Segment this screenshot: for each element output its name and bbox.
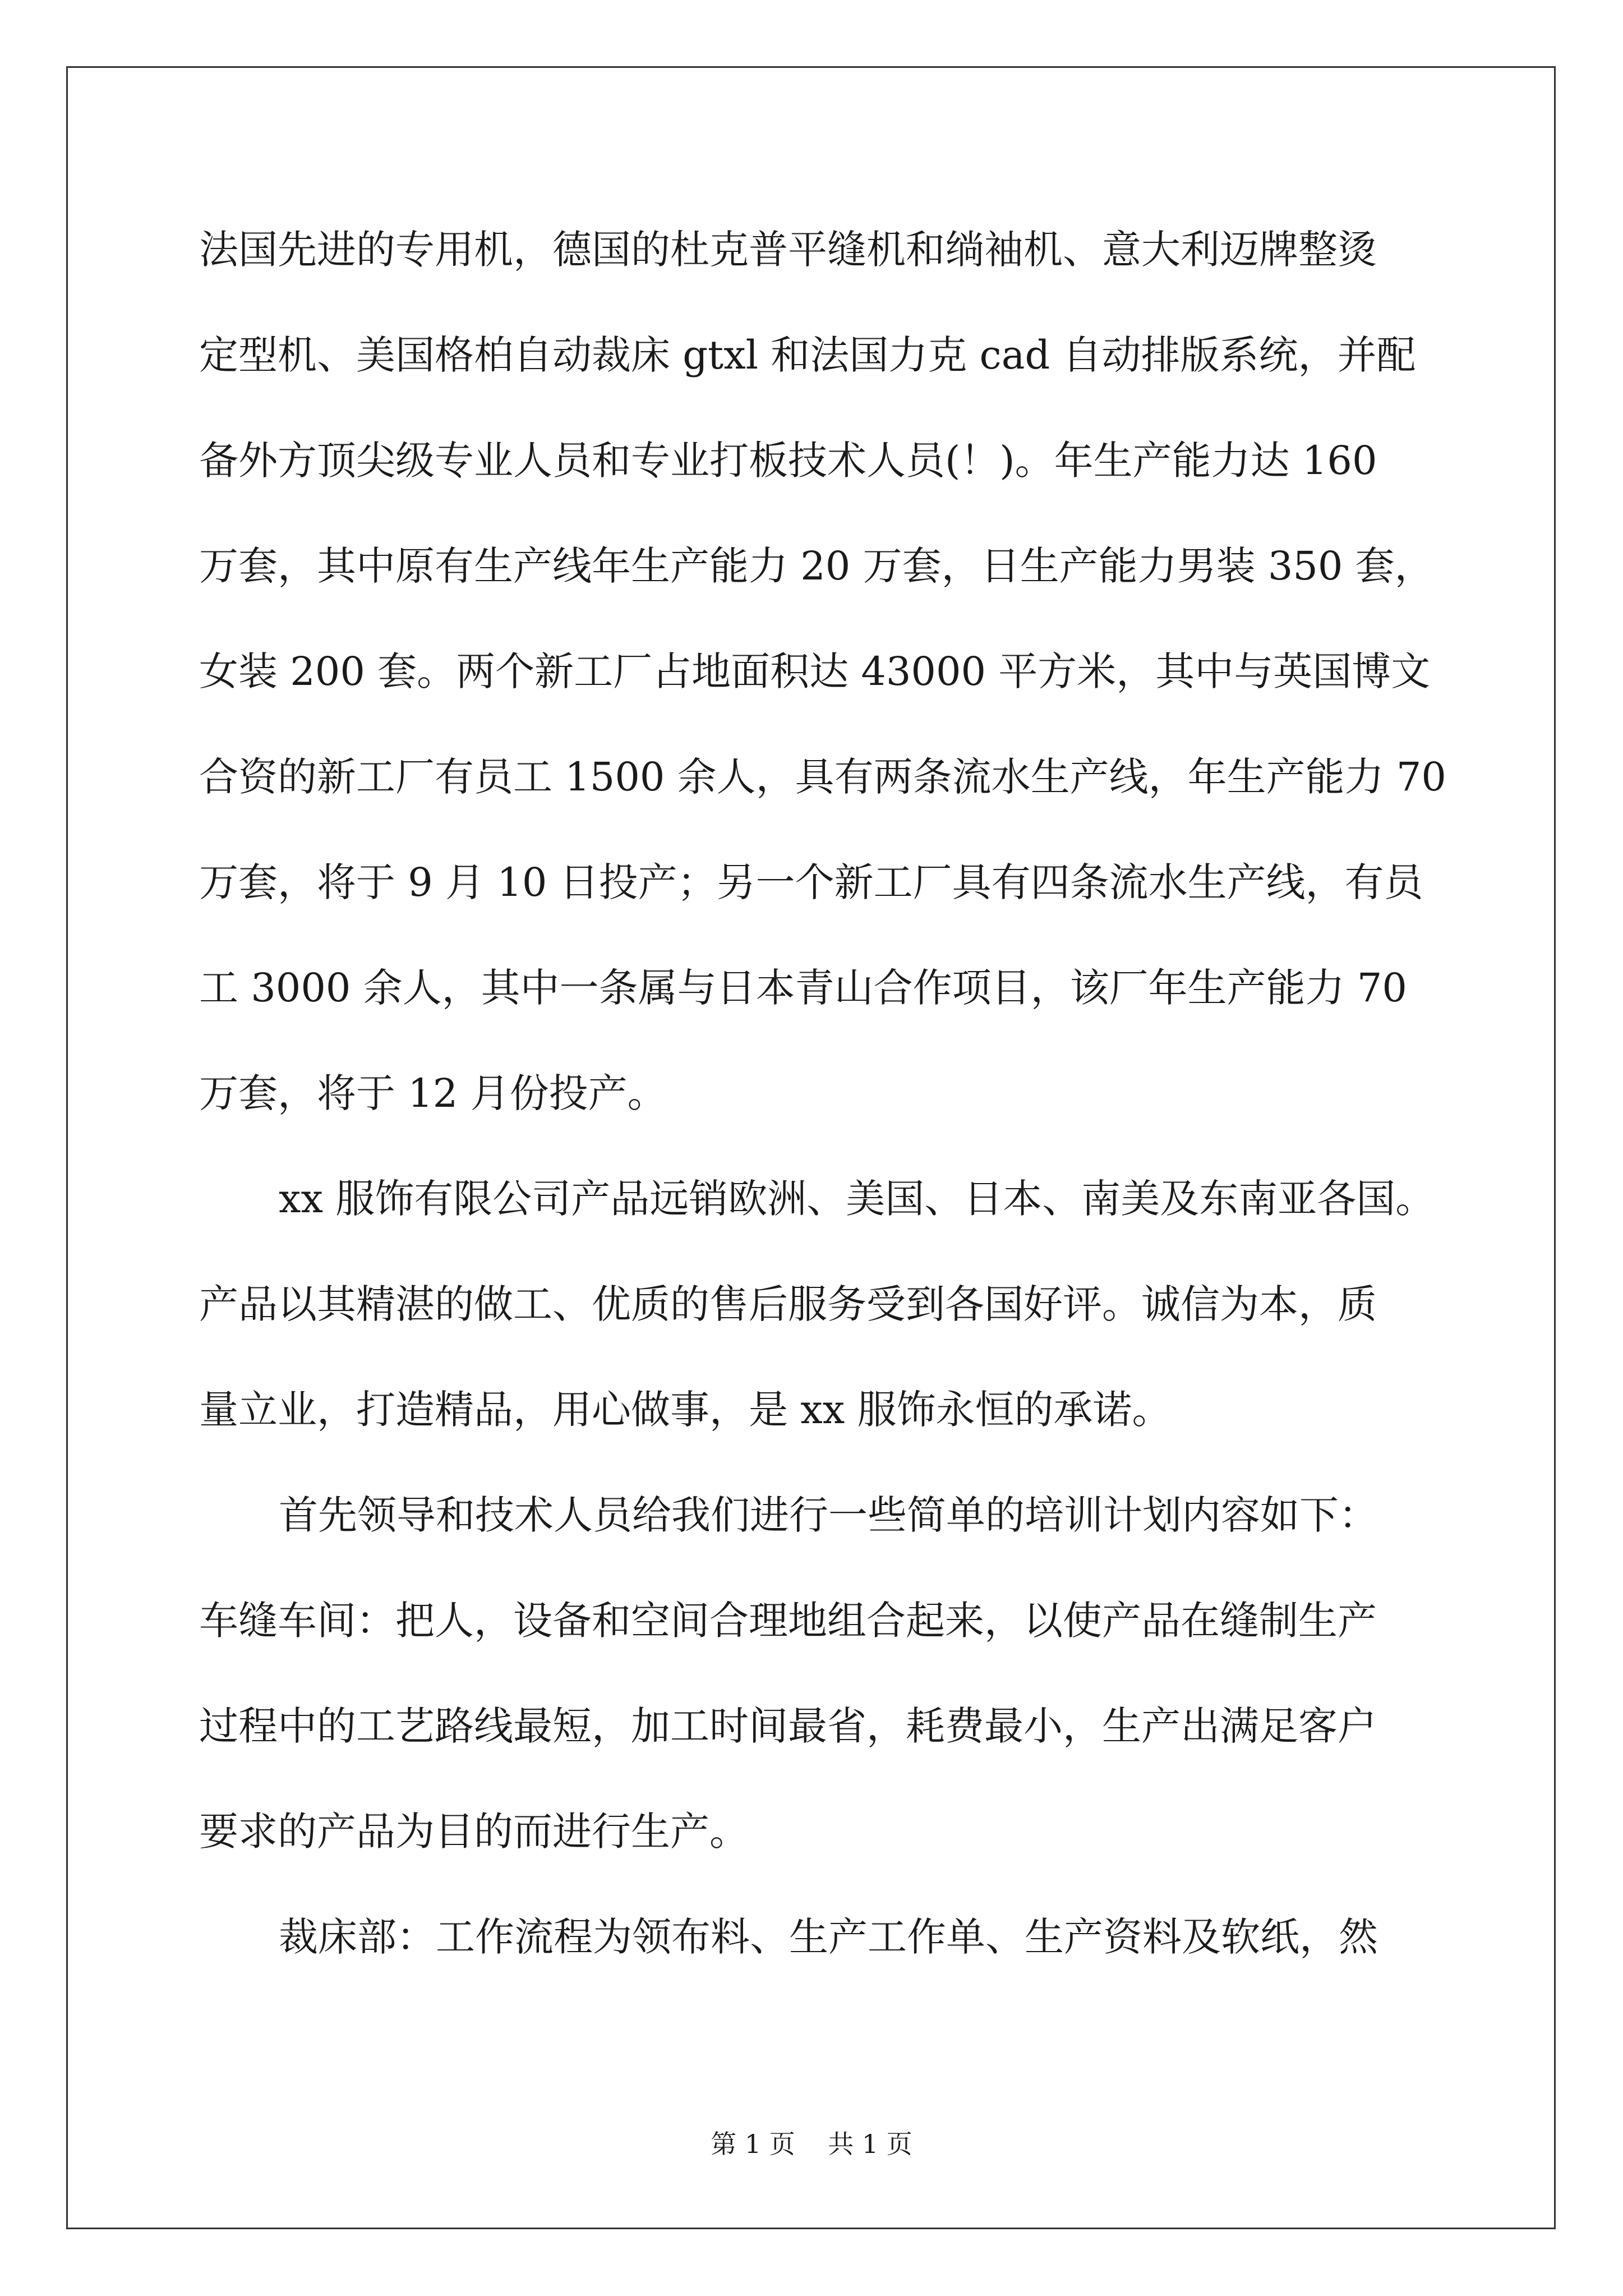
paragraph-start-line: 首先领导和技术人员给我们进行一些简单的培训计划内容如下： bbox=[279, 1492, 1378, 1538]
text-line: 万套，其中原有生产线年生产能力 20 万套，日生产能力男装 350 套， bbox=[199, 543, 1434, 589]
text-line: 车缝车间：把人，设备和空间合理地组合起来，以使产品在缝制生产 bbox=[199, 1598, 1377, 1644]
text-line: 要求的产品为目的而进行生产。 bbox=[199, 1809, 749, 1855]
text-line: 备外方顶尖级专业人员和专业打板技术人员(！)。年生产能力达 160 bbox=[199, 438, 1377, 484]
page-number-footer: 第 1 页 共 1 页 bbox=[711, 2129, 912, 2159]
text-line: 工 3000 余人，其中一条属与日本青山合作项目，该厂年生产能力 70 bbox=[199, 965, 1407, 1011]
document-body bbox=[199, 219, 1461, 2012]
text-line: 万套，将于 9 月 10 日投产；另一个新工厂具有四条流水生产线，有员 bbox=[199, 859, 1423, 905]
text-line: 合资的新工厂有员工 1500 余人，具有两条流水生产线，年生产能力 70 bbox=[199, 754, 1446, 800]
text-line: 量立业，打造精品，用心做事，是 xx 服饰永恒的承诺。 bbox=[199, 1387, 1172, 1433]
text-line: 产品以其精湛的做工、优质的售后服务受到各国好评。诚信为本，质 bbox=[199, 1281, 1377, 1327]
text-line: 法国先进的专用机，德国的杜克普平缝机和绱袖机、意大利迈牌整烫 bbox=[199, 227, 1377, 273]
text-line: 万套，将于 12 月份投产。 bbox=[199, 1070, 667, 1116]
text-line: 女装 200 套。两个新工厂占地面积达 43000 平方米，其中与英国博文 bbox=[199, 648, 1431, 694]
paragraph-start-line: 裁床部：工作流程为领布料、生产工作单、生产资料及软纸，然 bbox=[279, 1914, 1378, 1960]
text-line: 过程中的工艺路线最短，加工时间最省，耗费最小，生产出满足客户 bbox=[199, 1703, 1377, 1749]
paragraph-start-line: xx 服饰有限公司产品远销欧洲、美国、日本、南美及东南亚各国。 bbox=[279, 1176, 1435, 1222]
text-line: 定型机、美国格柏自动裁床 gtxl 和法国力克 cad 自动排版系统，并配 bbox=[199, 332, 1416, 378]
